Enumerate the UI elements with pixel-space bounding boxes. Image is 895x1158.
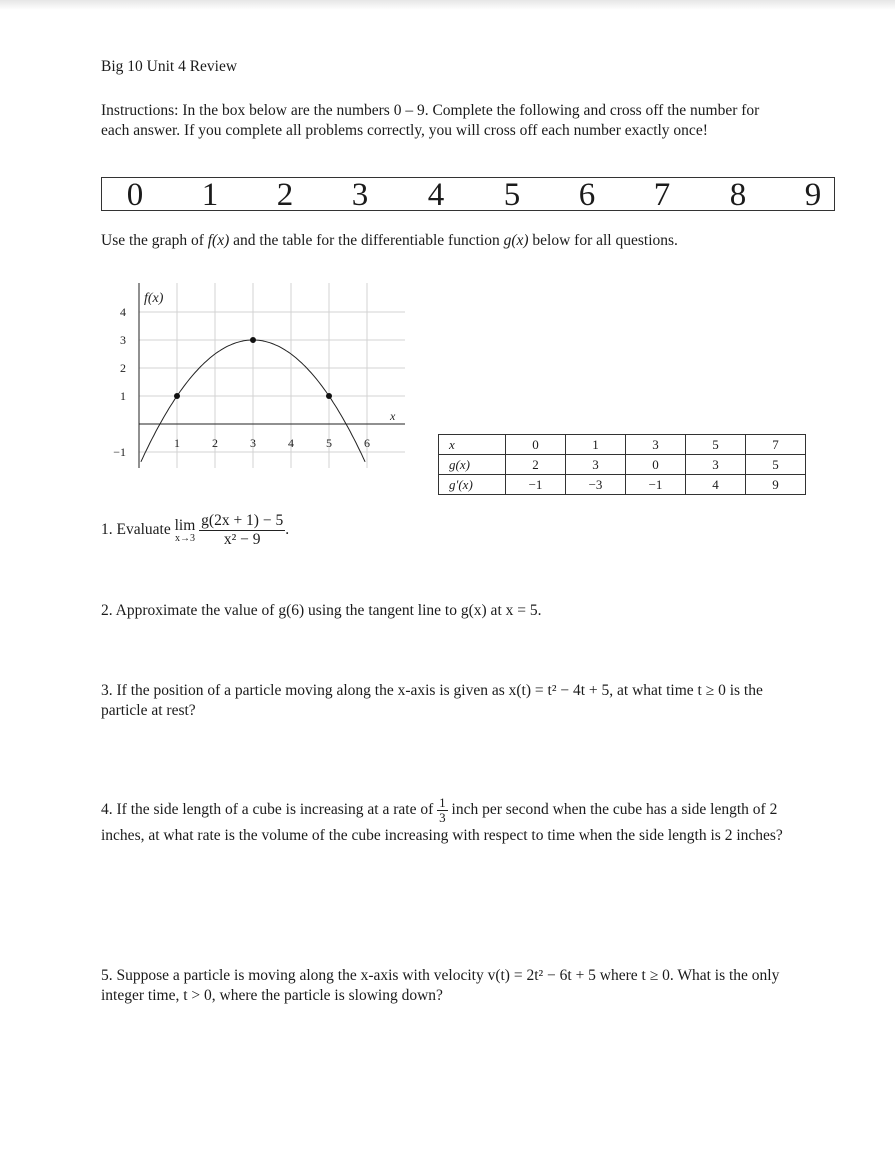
q4-frac-den: 3	[439, 810, 446, 825]
graph-intro-f: f(x)	[207, 232, 230, 249]
x-tick-2: 2	[212, 436, 218, 450]
question-1	[101, 512, 801, 549]
q1-numerator: g(2x + 1) − 5	[201, 512, 284, 529]
table-cell: 3	[566, 455, 626, 475]
q1-limit	[175, 518, 196, 544]
instructions-text: Instructions: In the box below are the numbers 0 – 9. Complete the following and cross off the number for each answer. If you complete all problems correctly, you will cross off each number exactly once!	[101, 102, 760, 139]
table-row	[439, 455, 806, 475]
graph-point-1	[174, 393, 180, 399]
x-tick-3: 3	[250, 436, 256, 450]
function-label: f(x)	[144, 291, 164, 306]
x-tick-5: 5	[326, 436, 332, 450]
number-2: 2	[276, 177, 294, 213]
q4-post: inch per second when the cube has a side length of 2 inches, at what rate is the volume of the cube increasing with respect to time when the side length is 2 inches?	[101, 801, 783, 844]
table-cell: 3	[686, 455, 746, 475]
f-graph	[100, 280, 420, 480]
x-axis-label: x	[390, 409, 396, 423]
table-cell: 5	[686, 435, 746, 455]
y-tick-4: 4	[120, 305, 126, 319]
graph-intro-g: g(x)	[503, 232, 529, 249]
table-cell: 9	[746, 475, 806, 495]
number-9: 9	[804, 177, 822, 213]
table-cell: −1	[506, 475, 566, 495]
number-5: 5	[503, 177, 521, 213]
table-cell: 2	[506, 455, 566, 475]
table-cell: −3	[566, 475, 626, 495]
table-cell: −1	[626, 475, 686, 495]
number-4: 4	[427, 177, 445, 213]
top-shadow	[0, 0, 895, 10]
number-0: 0	[126, 177, 144, 213]
table-cell: 4	[686, 475, 746, 495]
question-4	[101, 796, 801, 847]
graph-intro-pre: Use the graph of	[101, 232, 208, 249]
q1-fraction	[199, 512, 285, 549]
x-tick-1: 1	[174, 436, 180, 450]
number-7: 7	[653, 177, 671, 213]
question-2: 2. Approximate the value of g(6) using the tangent line to g(x) at x = 5.	[101, 602, 542, 619]
q4-frac-num: 1	[439, 795, 446, 810]
table-cell: 7	[746, 435, 806, 455]
table-cell: 0	[626, 455, 686, 475]
y-tick-neg1: −1	[113, 445, 126, 459]
q1-lead: 1. Evaluate	[101, 521, 175, 539]
number-box	[101, 177, 835, 211]
table-header-x: x	[449, 436, 455, 452]
x-tick-4: 4	[288, 436, 294, 450]
table-header-g-prime: g′(x)	[449, 476, 473, 492]
number-6: 6	[578, 177, 596, 213]
graph-intro	[101, 231, 801, 251]
table-row	[439, 475, 806, 495]
page-title: Big 10 Unit 4 Review	[101, 58, 238, 75]
q4-fraction	[437, 796, 448, 825]
table-cell: 1	[566, 435, 626, 455]
q4-pre: 4. If the side length of a cube is increasing at a rate of	[101, 801, 438, 819]
table-cell: 0	[506, 435, 566, 455]
y-tick-1: 1	[120, 389, 126, 403]
question-5: 5. Suppose a particle is moving along the x-axis with velocity v(t) = 2t² − 6t + 5 where t ≥ 0. What is the only integer time, t > 0, where the particle is slowing down?	[101, 967, 780, 1004]
number-3: 3	[351, 177, 369, 213]
y-tick-2: 2	[120, 361, 126, 375]
table-cell: 5	[746, 455, 806, 475]
graph-point-2	[250, 337, 256, 343]
number-1: 1	[201, 177, 219, 213]
graph-intro-mid: and the table for the differentiable function	[229, 232, 504, 249]
q1-lim-sub: x→3	[174, 532, 195, 544]
q1-end: .	[285, 521, 290, 539]
table-header-g: g(x)	[449, 456, 470, 472]
g-table	[438, 434, 806, 495]
y-tick-3: 3	[120, 333, 126, 347]
table-row	[439, 435, 806, 455]
number-8: 8	[729, 177, 747, 213]
question-3: 3. If the position of a particle moving along the x-axis is given as x(t) = t² − 4t + 5, at what time t ≥ 0 is the particle at rest?	[101, 682, 763, 719]
q1-denominator: x² − 9	[223, 531, 261, 548]
table-cell: 3	[626, 435, 686, 455]
x-tick-6: 6	[364, 436, 370, 450]
graph-intro-post: below for all questions.	[528, 232, 678, 249]
q1-lim-word: lim	[174, 516, 196, 534]
graph-point-3	[326, 393, 332, 399]
